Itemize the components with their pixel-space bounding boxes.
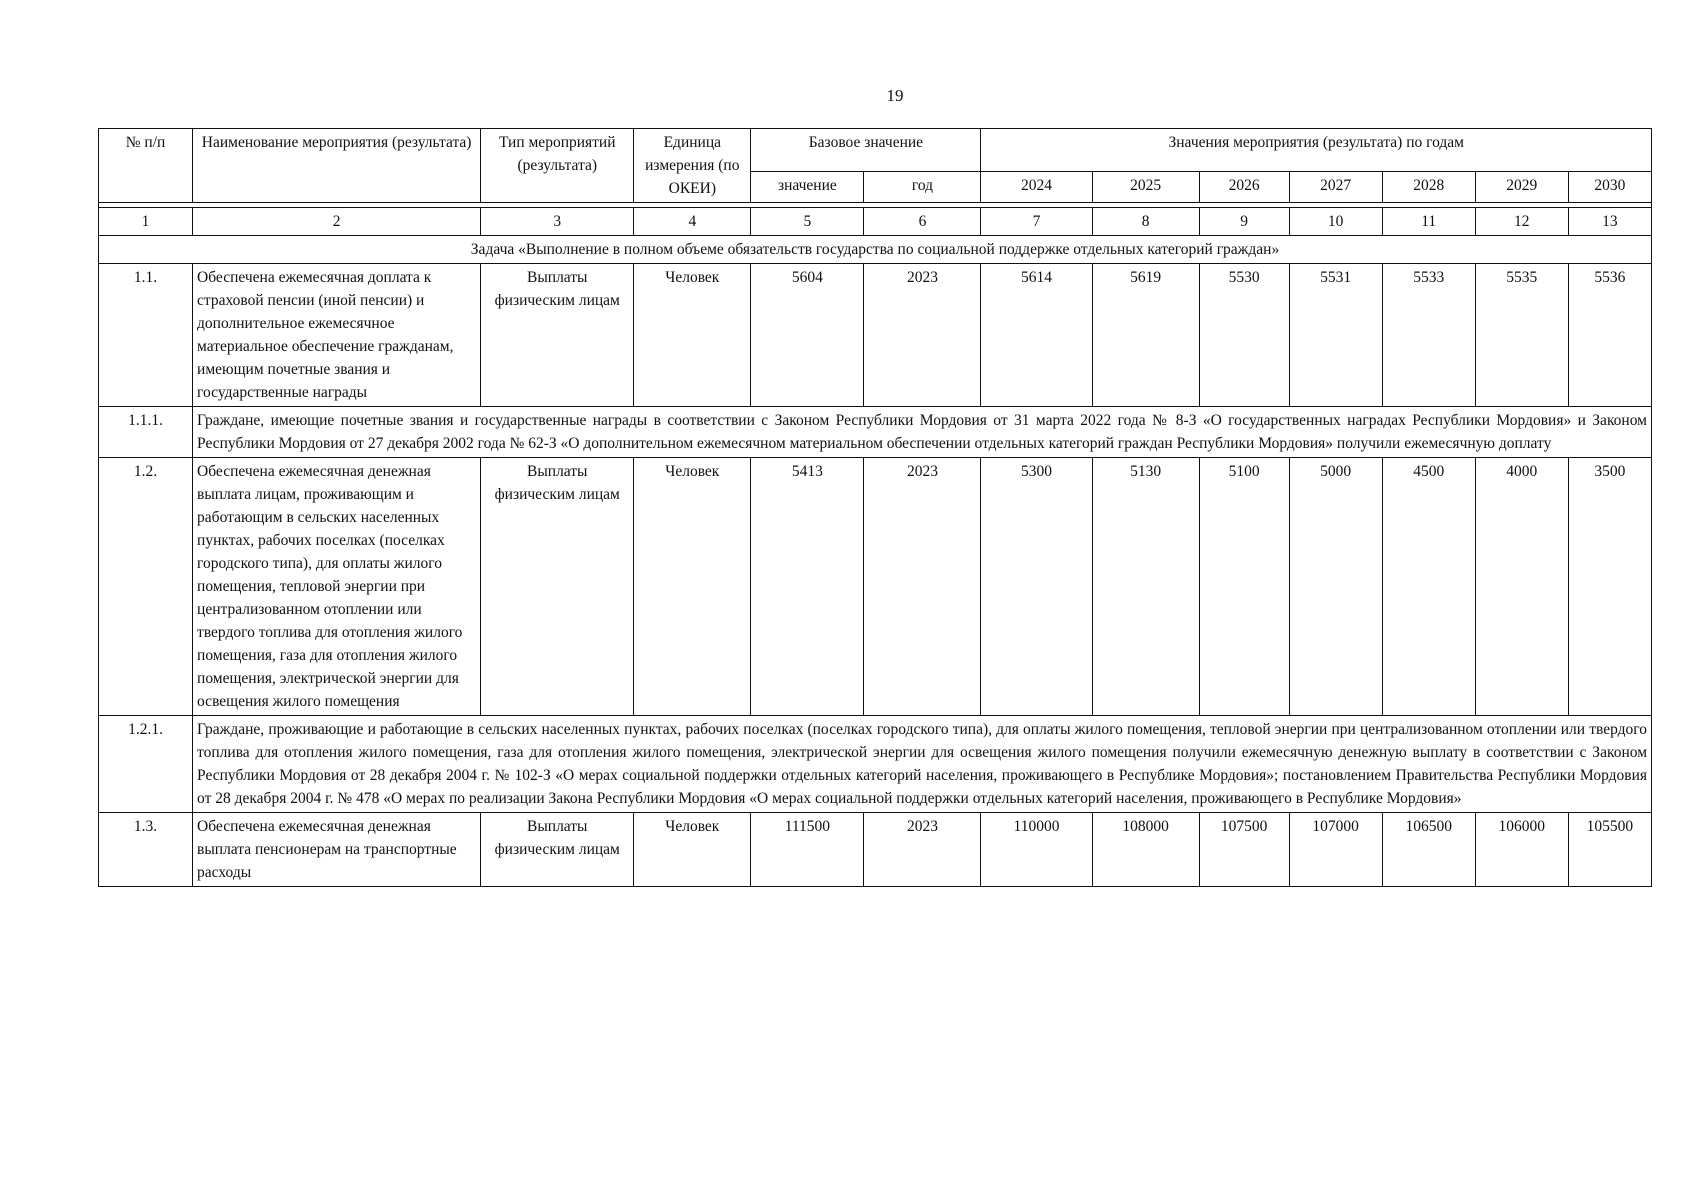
header-num: № п/п — [99, 129, 193, 203]
header-base: Базовое значение — [751, 129, 981, 172]
note-num: 1.2.1. — [99, 716, 193, 813]
table-header-row — [99, 129, 1652, 172]
note-row — [99, 716, 1652, 813]
row-value: 107500 — [1199, 813, 1289, 887]
row-unit: Человек — [634, 458, 751, 716]
row-value: 5531 — [1289, 264, 1382, 407]
row-type: Выплаты физическим лицам — [481, 813, 634, 887]
row-type: Выплаты физическим лицам — [481, 264, 634, 407]
row-type: Выплаты физическим лицам — [481, 458, 634, 716]
note-row — [99, 407, 1652, 458]
row-value: 107000 — [1289, 813, 1382, 887]
header-year: 2025 — [1092, 172, 1199, 203]
row-value: 5619 — [1092, 264, 1199, 407]
row-name: Обеспечена ежемесячная денежная выплата пенсионерам на транспортные расходы — [193, 813, 481, 887]
row-value: 5614 — [981, 264, 1092, 407]
note-text: Граждане, проживающие и работающие в сельских населенных пунктах, рабочих поселках (поселках городского типа), для оплаты жилого помещения, тепловой энергии при централизованном отоплении или твердого топлива для отопления жилого помещения, газа для отопления жилого помещения, электрической энергии для освещения жилого помещения получили ежемесячную денежную выплату в соответствии с Законом Республики Мордовия от 28 декабря 2004 г. № 102-З «О мерах социальной поддержки отдельных категорий населения, проживающего в Республике Мордовия»; постановлением Правительства Республики Мордовия от 28 декабря 2004 г. № 478 «О мерах по реализации Закона Республики Мордовия «О мерах социальной поддержки отдельных категорий населения, проживающего в Республике Мордовия» — [193, 716, 1652, 813]
row-value: 5130 — [1092, 458, 1199, 716]
row-base-year: 2023 — [864, 264, 981, 407]
row-base-value: 5413 — [751, 458, 864, 716]
header-year: 2028 — [1382, 172, 1475, 203]
row-base-year: 2023 — [864, 458, 981, 716]
column-number: 11 — [1382, 208, 1475, 236]
row-base-value: 111500 — [751, 813, 864, 887]
row-value: 5530 — [1199, 264, 1289, 407]
note-text: Граждане, имеющие почетные звания и государственные награды в соответствии с Законом Республики Мордовия от 31 марта 2022 года № 8-З «О государственных наградах Республики Мордовия» и Законом Республики Мордовия от 27 декабря 2002 года № 62-З «О дополнительном ежемесячном материальном обеспечении отдельных категорий граждан Республики Мордовия» получили ежемесячную доплату — [193, 407, 1652, 458]
header-base-year: год — [864, 172, 981, 203]
row-value: 3500 — [1568, 458, 1651, 716]
column-number: 2 — [193, 208, 481, 236]
column-number: 8 — [1092, 208, 1199, 236]
note-num: 1.1.1. — [99, 407, 193, 458]
column-number: 4 — [634, 208, 751, 236]
header-year: 2030 — [1568, 172, 1651, 203]
row-unit: Человек — [634, 264, 751, 407]
row-value: 105500 — [1568, 813, 1651, 887]
row-value: 108000 — [1092, 813, 1199, 887]
row-value: 5100 — [1199, 458, 1289, 716]
row-value: 5000 — [1289, 458, 1382, 716]
row-name: Обеспечена ежемесячная денежная выплата лицам, проживающим и работающим в сельских населенных пунктах, рабочих поселках (поселках городского типа), для оплаты жилого помещения, тепловой энергии при централизованном отоплении или твердого топлива для отопления жилого помещения, газа для отопления жилого помещения, электрической энергии для освещения жилого помещения — [193, 458, 481, 716]
header-base-value: значение — [751, 172, 864, 203]
column-number: 10 — [1289, 208, 1382, 236]
row-value: 4500 — [1382, 458, 1475, 716]
activities-table — [98, 128, 1652, 887]
page-number: 19 — [886, 86, 904, 105]
column-number: 6 — [864, 208, 981, 236]
header-year: 2027 — [1289, 172, 1382, 203]
column-number: 3 — [481, 208, 634, 236]
column-number: 7 — [981, 208, 1092, 236]
task-row — [99, 236, 1652, 264]
row-value: 106000 — [1475, 813, 1568, 887]
column-number: 9 — [1199, 208, 1289, 236]
header-unit: Единица измерения (по ОКЕИ) — [634, 129, 751, 203]
row-num: 1.1. — [99, 264, 193, 407]
header-year: 2024 — [981, 172, 1092, 203]
column-numbers-row — [99, 208, 1652, 236]
header-years-title: Значения мероприятия (результата) по годам — [981, 129, 1652, 172]
row-value: 5300 — [981, 458, 1092, 716]
column-number: 13 — [1568, 208, 1651, 236]
row-base-year: 2023 — [864, 813, 981, 887]
header-type: Тип мероприятий (результата) — [481, 129, 634, 203]
row-value: 5533 — [1382, 264, 1475, 407]
row-unit: Человек — [634, 813, 751, 887]
row-base-value: 5604 — [751, 264, 864, 407]
header-name: Наименование мероприятия (результата) — [193, 129, 481, 203]
header-year: 2029 — [1475, 172, 1568, 203]
task-title: Задача «Выполнение в полном объеме обязательств государства по социальной поддержке отдельных категорий граждан» — [99, 236, 1652, 264]
row-name: Обеспечена ежемесячная доплата к страховой пенсии (иной пенсии) и дополнительное ежемесячное материальное обеспечение гражданам, имеющим почетные звания и государственные награды — [193, 264, 481, 407]
header-year: 2026 — [1199, 172, 1289, 203]
row-value: 4000 — [1475, 458, 1568, 716]
table-row — [99, 813, 1652, 887]
row-value: 106500 — [1382, 813, 1475, 887]
column-number: 12 — [1475, 208, 1568, 236]
table-row — [99, 264, 1652, 407]
row-value: 110000 — [981, 813, 1092, 887]
column-number: 1 — [99, 208, 193, 236]
table-row — [99, 458, 1652, 716]
row-value: 5535 — [1475, 264, 1568, 407]
row-value: 5536 — [1568, 264, 1651, 407]
row-num: 1.2. — [99, 458, 193, 716]
row-num: 1.3. — [99, 813, 193, 887]
column-number: 5 — [751, 208, 864, 236]
